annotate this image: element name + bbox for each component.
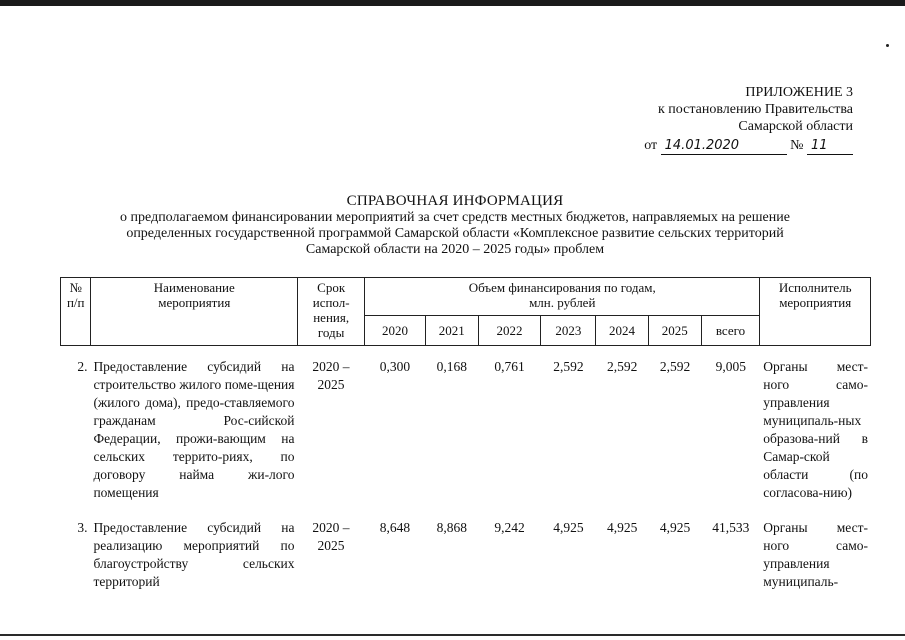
- row-num: 3.: [77, 520, 88, 535]
- scan-edge-top: [0, 0, 905, 6]
- row-value-2021: 8,868: [436, 520, 467, 535]
- row-term: 2020 – 2025: [312, 520, 350, 553]
- appendix-title: ПРИЛОЖЕНИЕ 3: [745, 85, 853, 100]
- row-value-2025: 2,592: [659, 359, 691, 374]
- row-value-2025: 4,925: [659, 520, 691, 535]
- scan-edge-bottom: [0, 634, 905, 636]
- row-executor: Органы мест-ного само-управления муниципаль-ных образова-ний в Самар-ской области (по согласова-нию): [763, 359, 868, 500]
- header-year-2025: 2025: [648, 316, 701, 346]
- row-value-2022: 9,242: [494, 520, 525, 535]
- row-value-total: 9,005: [715, 359, 746, 374]
- row-value-2022: 0,761: [494, 359, 525, 374]
- scan-speck: [886, 44, 889, 47]
- row-name: Предоставление субсидий на реализацию мероприятий по благоустройству сельских территорий: [93, 520, 295, 589]
- header-year-2021: 2021: [425, 316, 478, 346]
- document-heading: [60, 193, 850, 258]
- header-year-2023: 2023: [541, 316, 596, 346]
- handwritten-date: 14.01.2020: [661, 137, 787, 155]
- header-year-2022: 2022: [478, 316, 541, 346]
- row-num: 2.: [77, 359, 88, 374]
- header-num: № п/п: [61, 278, 91, 346]
- row-name: Предоставление субсидий на строительство жилого поме-щения (жилого дома), предо-ставляемого гражданам Рос-сийской Федерации, прожи-вающим на сельских террито-риях, по договору найма жи-лого помещения: [93, 359, 295, 500]
- row-term: 2020 – 2025: [312, 359, 350, 392]
- appendix-block: [644, 84, 853, 155]
- document-title: СПРАВОЧНАЯ ИНФОРМАЦИЯ: [346, 193, 564, 209]
- number-label: №: [790, 138, 804, 153]
- header-year-2024: 2024: [596, 316, 649, 346]
- table-header: [60, 277, 871, 346]
- appendix-line-2: Самарской области: [738, 119, 853, 134]
- header-term: Срок испол- нения, годы: [298, 278, 365, 346]
- heading-line-1: о предполагаемом финансировании мероприятий за счет средств местных бюджетов, направляемых на решение: [120, 210, 790, 225]
- appendix-date-row: [644, 137, 853, 155]
- row-value-2024: 2,592: [607, 359, 638, 374]
- header-total: всего: [701, 316, 760, 346]
- table-row: [60, 519, 871, 591]
- header-executor: Исполнитель мероприятия: [760, 278, 871, 346]
- heading-line-3: Самарской области на 2020 – 2025 годы» проблем: [305, 242, 605, 257]
- from-label: от: [644, 138, 658, 153]
- table-row: [60, 358, 871, 502]
- row-value-2021: 0,168: [436, 359, 467, 374]
- row-value-2023: 2,592: [553, 359, 584, 374]
- header-year-2020: 2020: [365, 316, 426, 346]
- row-value-2023: 4,925: [553, 520, 584, 535]
- header-name: Наименование мероприятия: [91, 278, 298, 346]
- handwritten-number: 11: [807, 137, 853, 155]
- heading-line-2: определенных государственной программой Самарской области «Комплексное развитие сельских территорий: [126, 226, 784, 241]
- appendix-line-1: к постановлению Правительства: [657, 102, 853, 117]
- row-executor: Органы мест-ного само-управления муниципаль-: [763, 520, 868, 589]
- row-value-2020: 0,300: [379, 359, 411, 374]
- row-value-2020: 8,648: [379, 520, 411, 535]
- header-volume: Объем финансирования по годам, млн. рублей: [365, 278, 760, 316]
- row-value-2024: 4,925: [607, 520, 638, 535]
- row-value-total: 41,533: [712, 520, 750, 535]
